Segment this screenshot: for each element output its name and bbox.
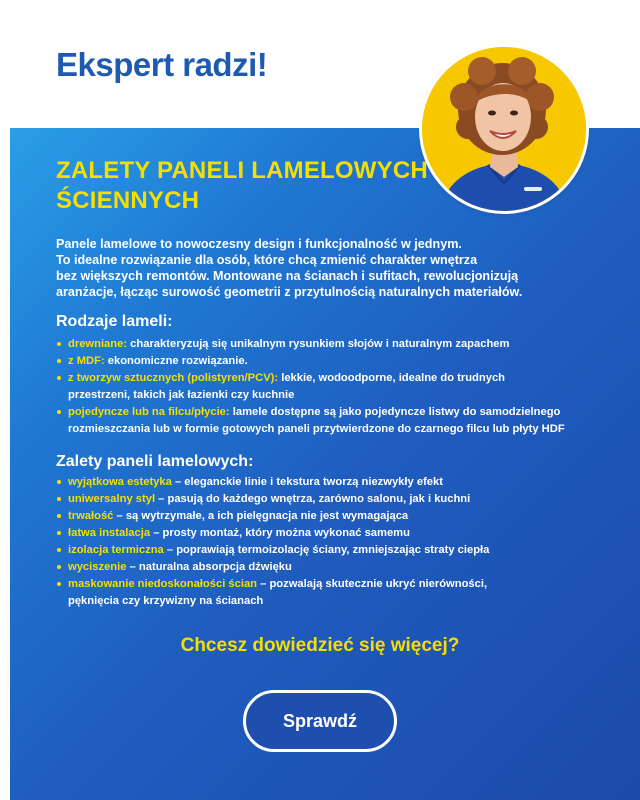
item-desc: – pozwalają skutecznie ukryć nierówności, pęknięcia czy krzywizny na ścianach (68, 578, 488, 607)
item-desc: – poprawiają termoizolację ściany, zmniejszając straty ciepła (163, 544, 490, 556)
item-term: wyjątkowa estetyka (68, 476, 172, 488)
item-term: pojedyncze lub na filcu/płycie: (68, 406, 230, 418)
list-item (56, 576, 526, 610)
item-desc: ekonomiczne rozwiązanie. (104, 355, 248, 367)
intro-paragraph (56, 236, 566, 300)
list-item (56, 525, 596, 542)
item-desc: lekkie, wodoodporne, idealne do trudnych przestrzeni, takich jak łazienki czy kuchnie (68, 372, 505, 401)
list-item (56, 353, 596, 370)
list-item (56, 491, 596, 508)
item-term: uniwersalny styl (68, 493, 156, 505)
item-term: z MDF: (68, 355, 105, 367)
item-term: wyciszenie (68, 561, 127, 573)
item-term: maskowanie niedoskonałości ścian (68, 578, 258, 590)
list-item (56, 474, 596, 491)
page-title: Ekspert radzi! (56, 46, 268, 83)
list-item (56, 370, 546, 404)
types-list (56, 336, 596, 438)
item-desc: – naturalna absorpcja dźwięku (126, 561, 292, 573)
list-item (56, 508, 596, 525)
list-item (56, 336, 596, 353)
item-term: trwałość (68, 510, 114, 522)
benefits-section-title: Zalety paneli lamelowych: (56, 453, 254, 470)
types-section-title: Rodzaje lameli: (56, 313, 173, 330)
benefits-list (56, 474, 596, 610)
intro-line: Panele lamelowe to nowoczesny design i funkcjonalność w jednym. (56, 237, 462, 251)
item-desc: – eleganckie linie i tekstura tworzą niezwykły efekt (171, 476, 443, 488)
item-term: łatwa instalacja (68, 527, 151, 539)
intro-line: bez większych remontów. Montowane na ścianach i sufitach, rewolucjonizują (56, 269, 519, 283)
main-headline: ZALETY PANELI LAMELOWYCH ŚCIENNYCH (56, 157, 428, 214)
check-button[interactable]: Sprawdź (243, 690, 397, 752)
item-desc: charakteryzują się unikalnym rysunkiem słojów i naturalnym zapachem (127, 338, 510, 350)
list-item (56, 559, 596, 576)
item-desc: – prosty montaż, który można wykonać samemu (150, 527, 410, 539)
item-term: drewniane: (68, 338, 128, 350)
item-term: z tworzyw sztucznych (polistyren/PCV): (68, 372, 279, 384)
item-desc: lamele dostępne są jako pojedyncze listwy do samodzielnego rozmieszczania lub w formie gotowych paneli przytwierdzone do czarnego filcu lub płyty HDF (68, 406, 565, 435)
item-term: izolacja termiczna (68, 544, 164, 556)
item-desc: – pasują do każdego wnętrza, zarówno salonu, jak i kuchni (155, 493, 471, 505)
intro-line: To idealne rozwiązanie dla osób, które chcą zmienić charakter wnętrza (56, 253, 478, 267)
cta-title: Chcesz dowiedzieć się więcej? (180, 635, 460, 656)
list-item (56, 404, 591, 438)
intro-line: aranżacje, łącząc surowość geometrii z przytulnością naturalnych materiałów. (56, 285, 523, 299)
item-desc: – są wytrzymałe, a ich pielęgnacja nie jest wymagająca (113, 510, 409, 522)
list-item (56, 542, 596, 559)
